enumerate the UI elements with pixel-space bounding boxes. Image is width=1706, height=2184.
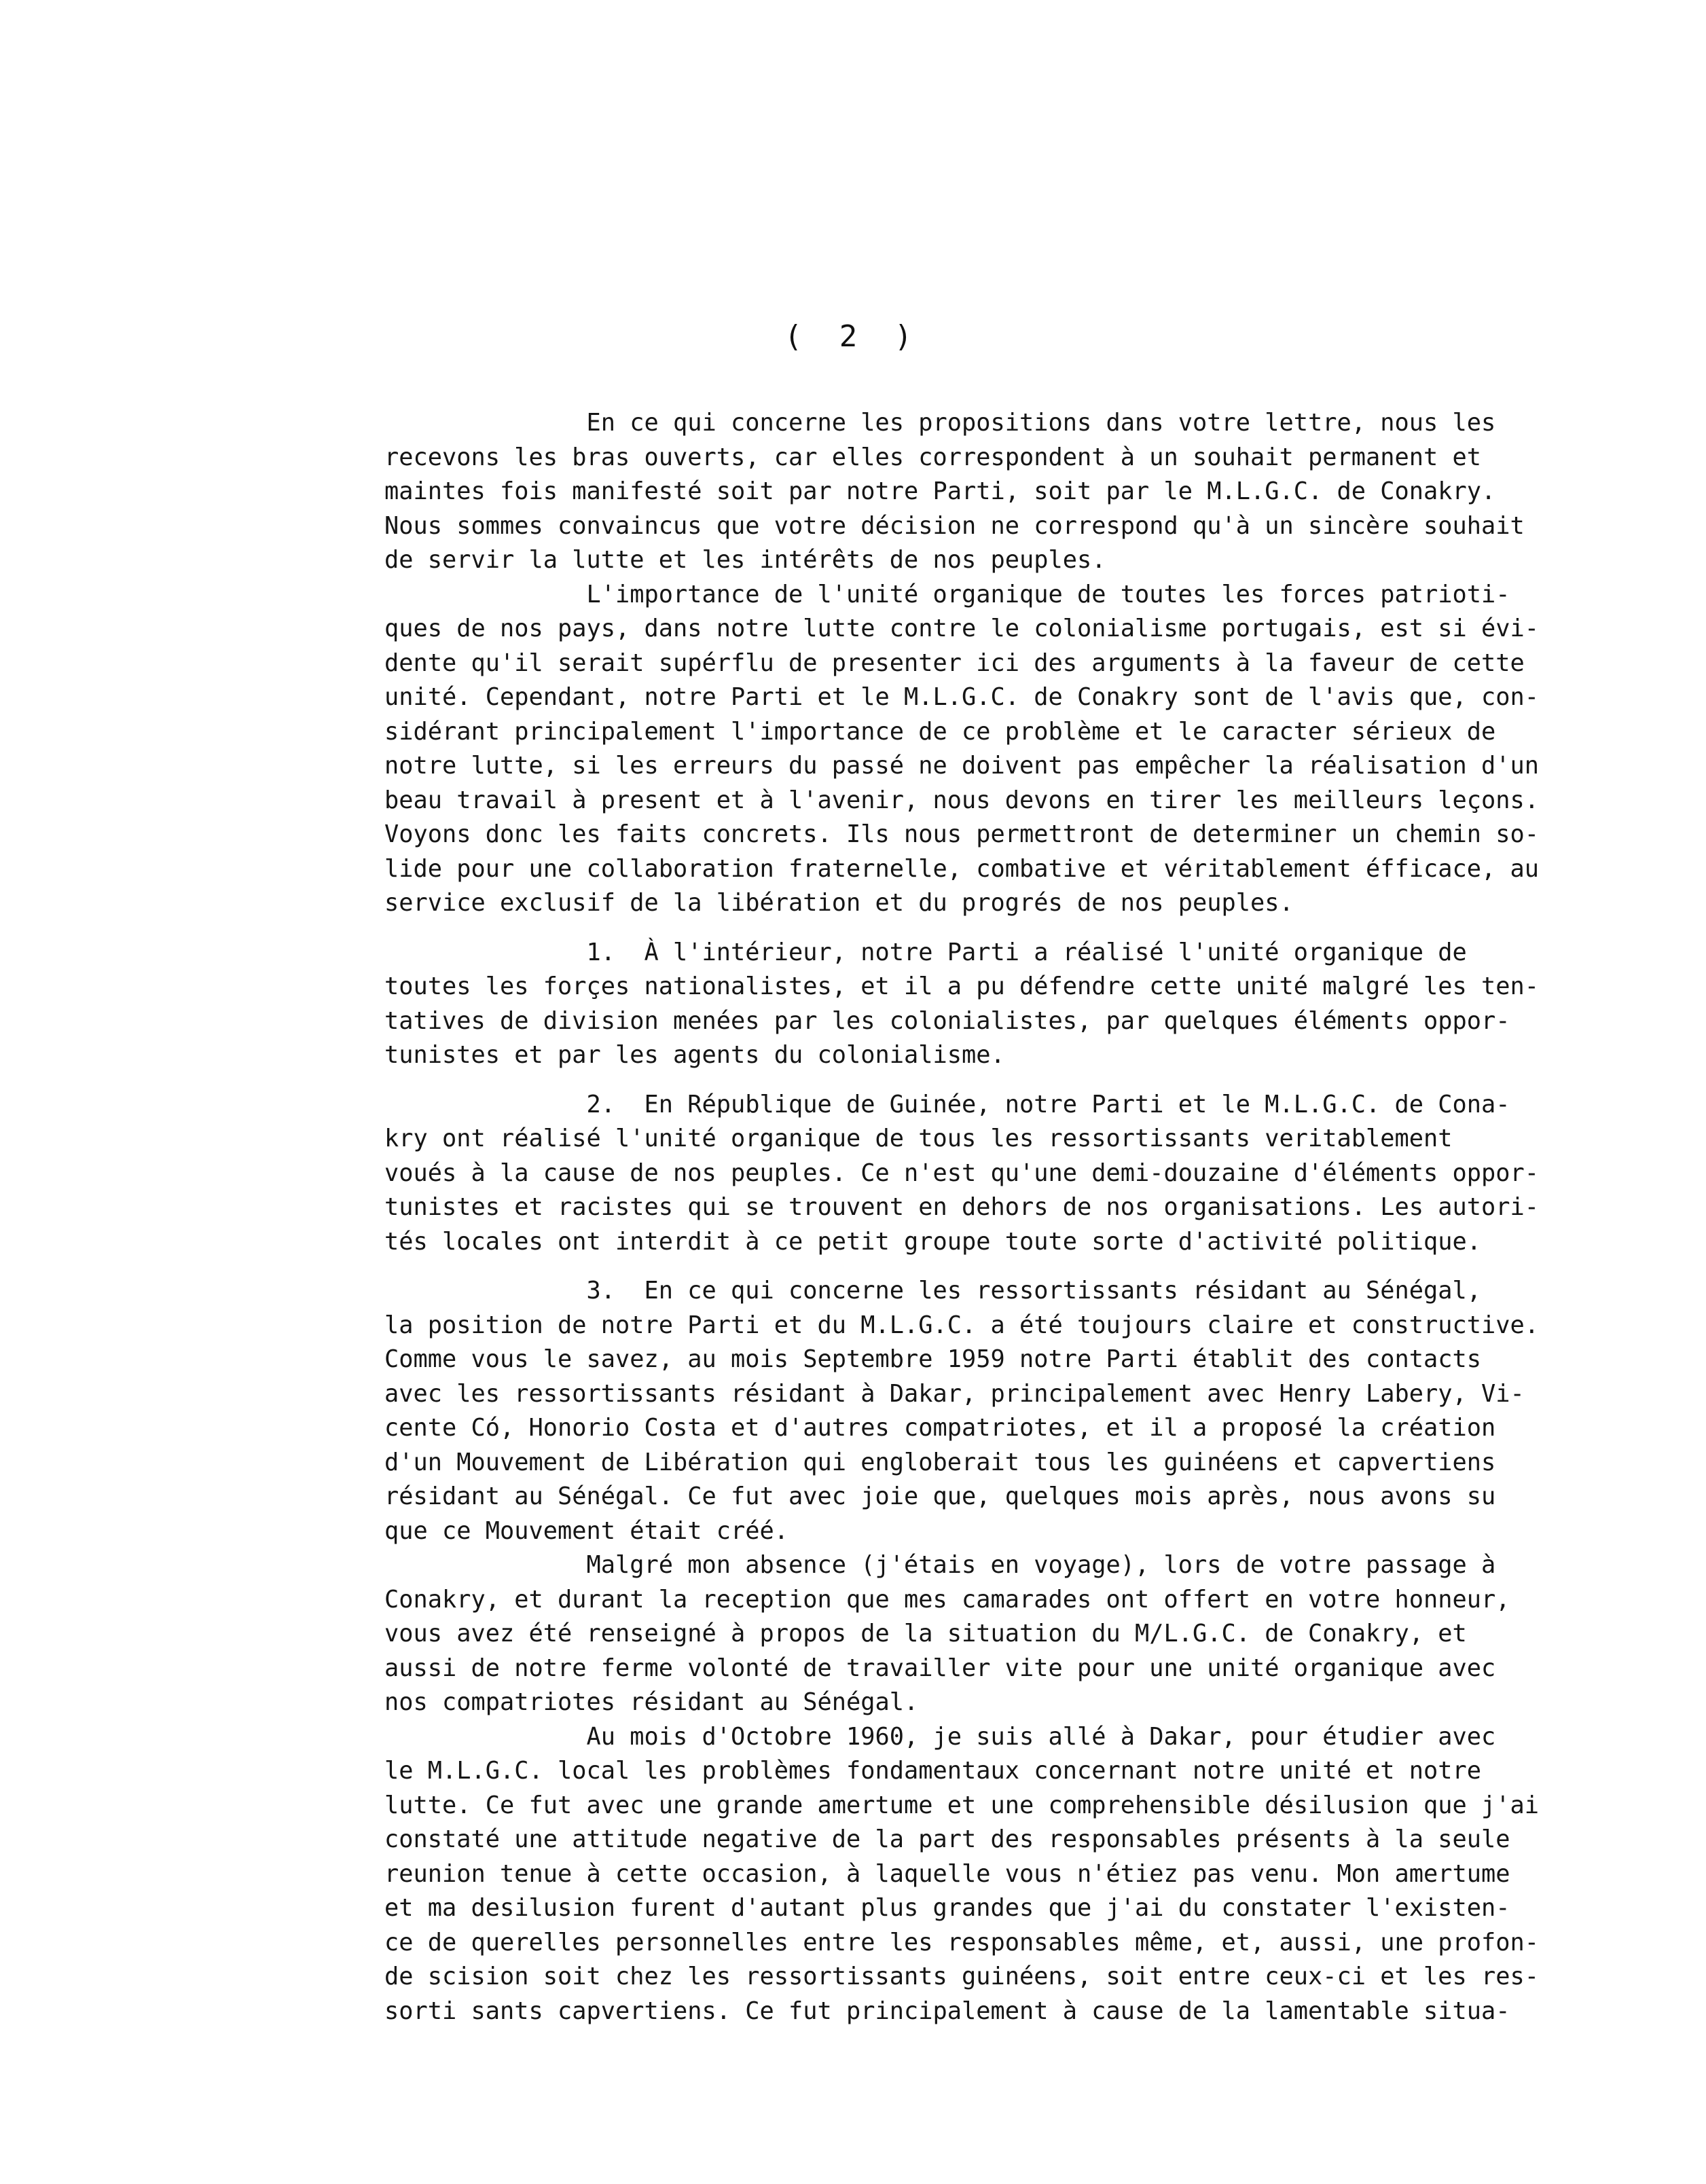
- text-line: tatives de division menées par les colonialistes, par quelques éléments oppor-: [384, 1006, 1510, 1035]
- text-line: cente Có, Honorio Costa et d'autres compatriotes, et il a proposé la création: [384, 1414, 1496, 1442]
- text-line: avec les ressortissants résidant à Dakar, principalement avec Henry Labery, Vi-: [384, 1379, 1525, 1408]
- text-line: toutes les forçes nationalistes, et il a pu défendre cette unité malgré les ten-: [384, 972, 1540, 1000]
- text-line: ques de nos pays, dans notre lutte contre le colonialisme portugais, est si évi-: [384, 615, 1540, 642]
- text-line: 1. À l'intérieur, notre Parti a réalisé l'unité organique de: [384, 938, 1467, 966]
- text-line: lutte. Ce fut avec une grande amertume et une comprehensible désilusion que j'ai: [384, 1791, 1540, 1819]
- section-gap: [384, 921, 1638, 936]
- text-line: tés locales ont interdit à ce petit groupe toute sorte d'activité politique.: [384, 1227, 1482, 1256]
- text-line: reunion tenue à cette occasion, à laquelle vous n'étiez pas venu. Mon amertume: [384, 1859, 1510, 1888]
- text-line: Nous sommes convaincus que votre décision ne correspond qu'à un sincère souhait: [384, 511, 1525, 540]
- text-line: recevons les bras ouverts, car elles correspondent à un souhait permanent et: [384, 443, 1482, 471]
- text-line: unité. Cependant, notre Parti et le M.L.G.C. de Conakry sont de l'avis que, con-: [384, 683, 1540, 711]
- text-line: lide pour une collaboration fraternelle, combative et véritablement éfficace, au: [384, 854, 1540, 883]
- text-section: [384, 936, 1638, 1073]
- text-line: kry ont réalisé l'unité organique de tous les ressortissants veritablement: [384, 1125, 1453, 1152]
- text-section: [384, 1088, 1638, 1260]
- text-line: maintes fois manifesté soit par notre Parti, soit par le M.L.G.C. de Conakry.: [384, 477, 1496, 505]
- text-line: Malgré mon absence (j'étais en voyage), lors de votre passage à: [384, 1551, 1496, 1579]
- text-line: service exclusif de la libération et du progrés de nos peuples.: [384, 889, 1294, 917]
- text-line: d'un Mouvement de Libération qui engloberait tous les guinéens et capvertiens: [384, 1448, 1496, 1476]
- text-line: Au mois d'Octobre 1960, je suis allé à Dakar, pour étudier avec: [384, 1722, 1496, 1751]
- text-line: nos compatriotes résidant au Sénégal.: [384, 1688, 919, 1716]
- text-line: et ma desilusion furent d'autant plus grandes que j'ai du constater l'existen-: [384, 1894, 1510, 1922]
- page-number: ( 2 ): [784, 319, 922, 354]
- text-line: 3. En ce qui concerne les ressortissants résidant au Sénégal,: [384, 1277, 1482, 1305]
- text-line: beau travail à present et à l'avenir, nous devons en tirer les meilleurs leçons.: [384, 786, 1540, 814]
- text-line: notre lutte, si les erreurs du passé ne doivent pas empêcher la réalisation d'un: [384, 752, 1540, 780]
- text-line: constaté une attitude negative de la part des responsables présents à la seule: [384, 1825, 1510, 1853]
- text-line: Conakry, et durant la reception que mes camarades ont offert en votre honneur,: [384, 1585, 1510, 1614]
- text-line: de scision soit chez les ressortissants guinéens, soit entre ceux-ci et les res-: [384, 1963, 1540, 1990]
- text-line: tunistes et racistes qui se trouvent en dehors de nos organisations. Les autori-: [384, 1193, 1540, 1221]
- text-line: vous avez été renseigné à propos de la situation du M/L.G.C. de Conakry, et: [384, 1620, 1467, 1648]
- text-line: de servir la lutte et les intérêts de nos peuples.: [384, 546, 1106, 574]
- section-gap: [384, 1073, 1638, 1088]
- text-line: En ce qui concerne les propositions dans votre lettre, nous les: [384, 409, 1496, 437]
- text-line: ce de querelles personnelles entre les responsables même, et, aussi, une profon-: [384, 1928, 1540, 1956]
- text-section: [384, 1274, 1638, 2028]
- text-line: L'importance de l'unité organique de toutes les forces patrioti-: [384, 580, 1510, 608]
- text-line: sorti sants capvertiens. Ce fut principalement à cause de la lamentable situa-: [384, 1997, 1510, 2025]
- text-line: que ce Mouvement était créé.: [384, 1516, 789, 1545]
- text-line: dente qu'il serait supérflu de presenter ici des arguments à la faveur de cette: [384, 649, 1525, 677]
- text-line: résidant au Sénégal. Ce fut avec joie que, quelques mois après, nous avons su: [384, 1482, 1496, 1510]
- text-section: [384, 406, 1638, 921]
- text-line: aussi de notre ferme volonté de travailler vite pour une unité organique avec: [384, 1654, 1496, 1682]
- text-line: Comme vous le savez, au mois Septembre 1959 notre Parti établit des contacts: [384, 1345, 1482, 1373]
- text-line: sidérant principalement l'importance de ce problème et le caracter sérieux de: [384, 717, 1496, 746]
- text-line: tunistes et par les agents du colonialisme.: [384, 1041, 1005, 1069]
- text-line: 2. En République de Guinée, notre Parti et le M.L.G.C. de Cona-: [384, 1090, 1510, 1118]
- text-line: la position de notre Parti et du M.L.G.C. a été toujours claire et constructive.: [384, 1311, 1540, 1339]
- text-line: voués à la cause de nos peuples. Ce n'est qu'une demi-douzaine d'éléments oppor-: [384, 1159, 1540, 1187]
- letter-body: [384, 406, 1638, 2028]
- text-line: le M.L.G.C. local les problèmes fondamentaux concernant notre unité et notre: [384, 1757, 1482, 1785]
- section-gap: [384, 1259, 1638, 1274]
- text-line: Voyons donc les faits concrets. Ils nous permettront de determiner un chemin so-: [384, 820, 1540, 848]
